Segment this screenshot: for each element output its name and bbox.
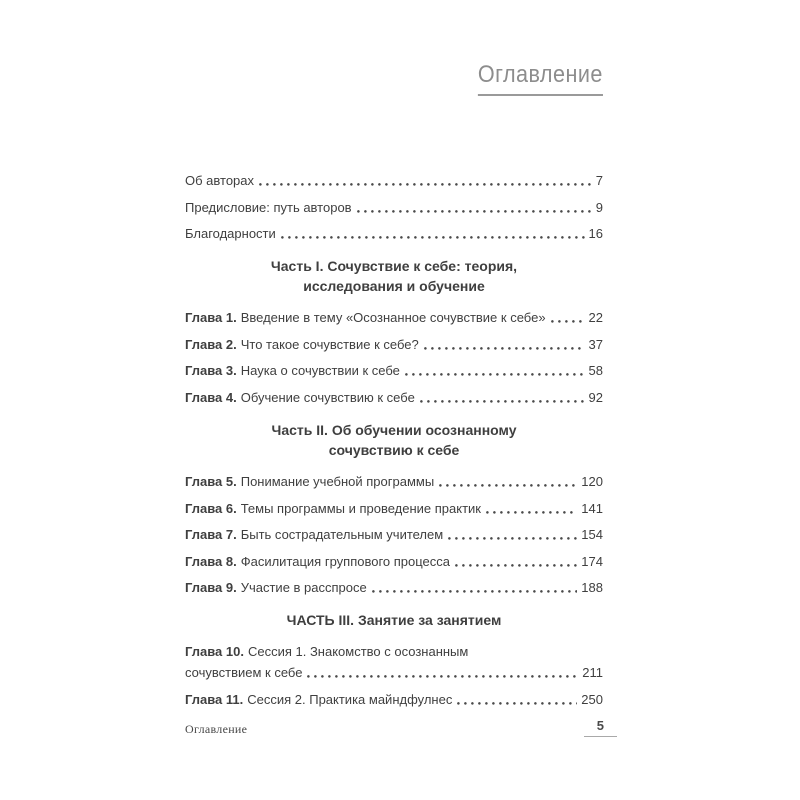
page-title: Оглавление [478,62,603,96]
dot-leader [457,701,577,706]
section-heading-line: ЧАСТЬ III. Занятие за занятием [286,612,502,629]
footer-section-label: Оглавление [185,722,248,736]
toc-entry [185,172,603,190]
toc-entry-title: Сессия 2. Практика майндфулнес [247,691,453,707]
section-heading [185,610,603,630]
footer [185,718,603,737]
toc-entry-label: Глава 1. [185,310,237,326]
toc-entry-title: Фасилитация группового процесса [240,553,451,569]
toc-page-number: 92 [588,389,603,405]
section-heading-line: Часть II. Об обучении осознанному [271,421,517,438]
toc-page-number: 120 [581,473,603,489]
toc-entry-label: Глава 3. [185,363,237,379]
toc-entry-title: Понимание учебной программы [240,473,435,489]
dot-leader [486,510,577,515]
toc-entry [185,309,603,327]
toc-entry [185,389,603,407]
section-heading-line: исследования и обучение [303,278,485,295]
toc-entry-title: Участие в расспросе [240,580,367,596]
toc-entry-line2 [185,664,603,682]
page-header [185,62,603,96]
footer-page-number: 5 [584,718,617,737]
toc-page-number: 211 [582,665,603,681]
dot-leader [455,563,577,568]
toc-entry-title: Об авторах [185,173,255,188]
toc-entry-label: Глава 11. [185,691,244,707]
toc-entry [185,553,603,571]
dot-leader [439,483,577,488]
toc-entry-label: Глава 8. [185,553,237,569]
toc-entry-title: сочувствием к себе [185,665,303,681]
toc-page-number: 174 [581,553,603,569]
toc-page-number: 188 [581,580,603,596]
toc-entry [185,526,603,544]
dot-leader [420,399,585,404]
toc-page-number: 22 [588,310,603,326]
toc-page-number: 58 [588,363,603,379]
toc-entry-label: Глава 6. [185,500,237,516]
toc-entry-label: Глава 9. [185,580,237,596]
toc-entry-title: Сессия 1. Знакомство с осознанным [247,644,469,660]
toc-entry-title: Введение в тему «Осознанное сочувствие к себе» [240,310,546,326]
dot-leader [372,589,578,594]
dot-leader [259,182,592,187]
toc-entry [185,473,603,491]
toc-entry [185,362,603,380]
toc-entry [185,336,603,354]
toc-entry [185,691,603,709]
toc-page-number: 154 [581,527,603,543]
toc-entry-title: Быть сострадательным учителем [240,527,444,543]
toc-entry [185,643,603,682]
toc-entry-label: Глава 4. [185,389,237,405]
toc-entry-title: Темы программы и проведение практик [240,500,481,516]
section-heading-line: сочувствию к себе [328,441,460,458]
toc-entry [185,225,603,243]
dot-leader [405,372,585,377]
toc-entry-title: Что такое сочувствие к себе? [240,336,419,352]
dot-leader [281,235,585,240]
toc-entry-title: Предисловие: путь авторов [185,199,352,215]
toc-entry-label: Глава 10. [185,644,244,660]
dot-leader [448,536,577,541]
section-heading-line: Часть I. Сочувствие к себе: теория, [270,258,518,275]
dot-leader [424,346,585,351]
toc-page-number: 7 [595,173,603,188]
toc-entry-title: Благодарности [185,226,276,242]
toc-page-number: 16 [588,226,603,242]
toc-page-number: 141 [581,500,603,516]
toc-entry-label: Глава 2. [185,336,237,352]
toc-page-number: 9 [595,199,603,215]
dot-leader [357,209,592,214]
toc-entry [185,500,603,518]
dot-leader [307,674,578,679]
toc-entry [185,199,603,217]
toc-entry-line1 [185,643,603,661]
section-heading [185,420,603,460]
table-of-contents [185,172,603,718]
toc-entry-title: Наука о сочувствии к себе [240,363,400,379]
toc-entry-label: Глава 7. [185,527,237,543]
dot-leader [551,319,585,324]
toc-entry-label: Глава 5. [185,473,237,489]
toc-entry-title: Обучение сочувствию к себе [240,389,415,405]
section-heading [185,256,603,296]
toc-entry [185,579,603,597]
toc-page-number: 37 [588,336,603,352]
toc-page-number: 250 [581,691,603,707]
